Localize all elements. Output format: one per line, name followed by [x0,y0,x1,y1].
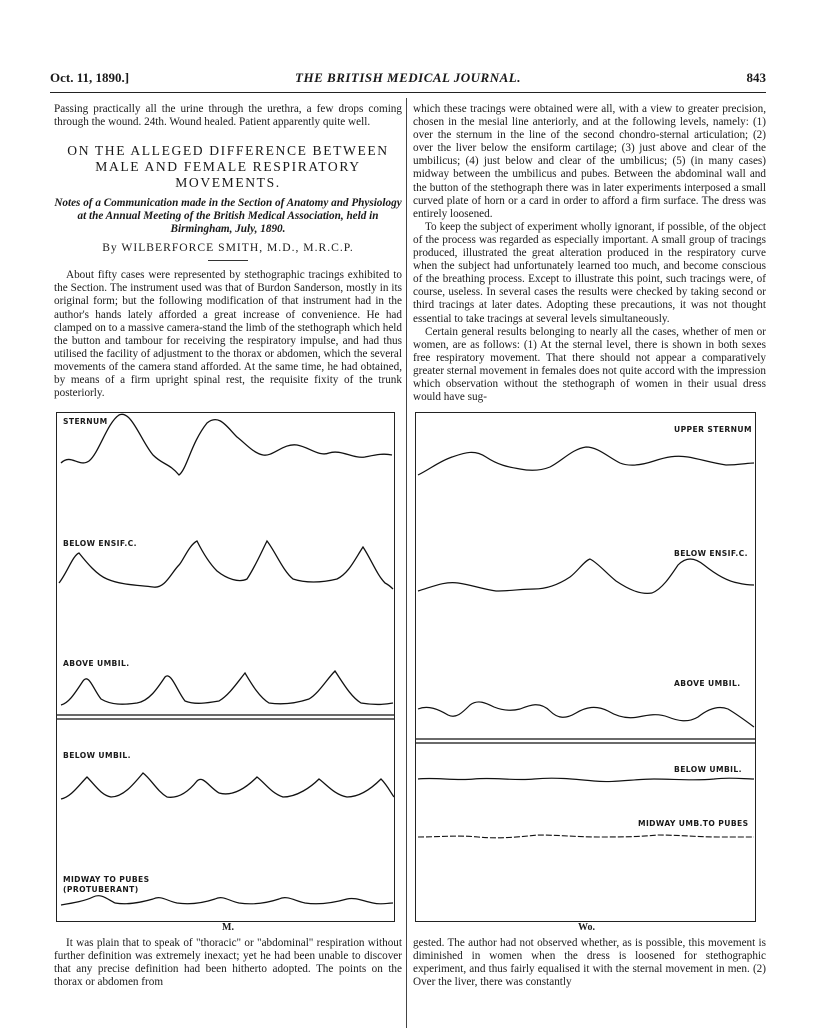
tracing-below-umbil [61,773,394,799]
label-sternum: STERNUM [63,417,108,426]
intro-paragraph: About fifty cases were represented by stethographic tracings exhibited to the Section. The instrument used was that of Burdon Sanderson, mostly in its original form; but the following modification of that instrument had in the author's hands lately afforded a great increase of convenience. He had clamped on to a massive camera-stand the limb of the stethograph which held the button and tambour for receiving the respiratory impulse, and had thus utilised the facility of adjustment to the thorax or abdomen, which the several movements of the camera stand afforded. At the same time, he had obtained, by means of a firm upright spinal rest, the requisite fixity of the trunk posteriorly. [54,269,402,400]
left-column-top [54,103,402,400]
figure-male-tracings [56,412,395,922]
label-midway-pubes: MIDWAY TO PUBES [63,875,150,884]
left-column-bottom [54,937,402,989]
tracing-w-below-umbil [418,778,754,781]
author-byline: By WILBERFORCE SMITH, M.D., M.R.C.P. [102,241,354,255]
label-w-below-ensif: BELOW ENSIF.C. [674,549,748,558]
female-tracings-svg [416,413,755,921]
issue-date: Oct. 11, 1890.] [50,70,130,85]
tracing-upper-sternum [418,447,754,475]
right-column-bottom [413,937,766,989]
header-rule [50,92,766,93]
article-subtitle: Notes of a Communication made in the Section of Anatomy and Physiology at the Annual Meeting of the British Medical Association, held in Birmingham, July, 1890. [54,197,402,236]
tracing-w-above-umbil [418,702,754,727]
tracing-w-below-ensif [418,559,754,593]
tracing-sternum [61,414,392,475]
label-below-ensif: BELOW ENSIF.C. [63,539,137,548]
label-protuberant: (PROTUBERANT) [63,885,139,894]
tracing-midway-pubes [61,896,393,905]
running-header [50,70,766,90]
label-w-midway-pubes: MIDWAY UMB.TO PUBES [638,819,749,828]
tracing-above-umbil [61,671,393,705]
precaution-paragraph: To keep the subject of experiment wholly ignorant, if possible, of the object of the process was regarded as especially important. A small group of tracings produced, illustrated the great alteration produced in the respiratory curve when the subject had unfortunately learned too much, and become conscious of the breathing process. Except to illustrate this point, such tracings were, of course, useless. In several cases the results were checked by taking second or third tracings at later dates. Adopting these precautions, it was not thought essential to take tracings at several levels simultaneously. [413,220,766,325]
label-below-umbil: BELOW UMBIL. [63,751,131,760]
figure-w-caption: Wo. [578,922,595,933]
case-note-paragraph: Passing practically all the urine through the urethra, a few drops coming through the wound. 24th. Wound healed. Patient apparently quite well. [54,103,402,129]
article-title: ON THE ALLEGED DIFFERENCE BETWEEN MALE AND FEMALE RESPIRATORY MOVEMENTS. [67,143,389,191]
page-number: 843 [746,70,766,85]
right-column-top [413,103,766,404]
journal-title: THE BRITISH MEDICAL JOURNAL. [295,70,521,85]
title-rule [208,260,248,261]
figure-female-tracings [415,412,756,922]
column-divider [406,98,407,1028]
definition-paragraph: It was plain that to speak of "thoracic" or "abdominal" respiration without further definition was extremely inexact; yet he had been unable to discover that any precise definition had been hitherto adopted. The points on the thorax or abdomen from [54,937,402,989]
tracing-below-ensif [59,541,393,589]
continuation-paragraph: gested. The author had not observed whether, as is possible, this movement is diminished in women when the dress is loosened for stethographic experiment, and thus fairly equalised it with the sternal movement in men. (2) Over the liver, there was constantly [413,937,766,989]
method-paragraph: which these tracings were obtained were all, with a view to greater precision, chosen in the mesial line anteriorly, and at the following levels, namely: (1) over the sternum in the line of the second chondro-sternal articulation; (2) over the liver below the ensiform cartilage; (3) just above and clear of the umbilicus; (4) just below and clear of the umbilicus; (5) (in many cases) midway between the umbilicus and pubes. Between the abdominal wall and the button of the stethograph there was in later experiments interposed a small curved plate of horn or a card in order to afford a firm surface. The dress was entirely loosened. [413,103,766,220]
figure-m-caption: M. [222,922,234,933]
label-w-below-umbil: BELOW UMBIL. [674,765,742,774]
label-upper-sternum: UPPER STERNUM [674,425,752,434]
label-above-umbil: ABOVE UMBIL. [63,659,130,668]
tracing-w-midway-pubes [418,835,754,838]
label-w-above-umbil: ABOVE UMBIL. [674,679,741,688]
results-paragraph: Certain general results belonging to nearly all the cases, whether of men or women, are as follows: (1) At the sternal level, there is shown in both sexes free respiratory movement. That there should not appear a comparatively greater sternal movement in females does not quite accord with the impression which observation without the stethograph of women in their usual dress would have sug- [413,325,766,404]
